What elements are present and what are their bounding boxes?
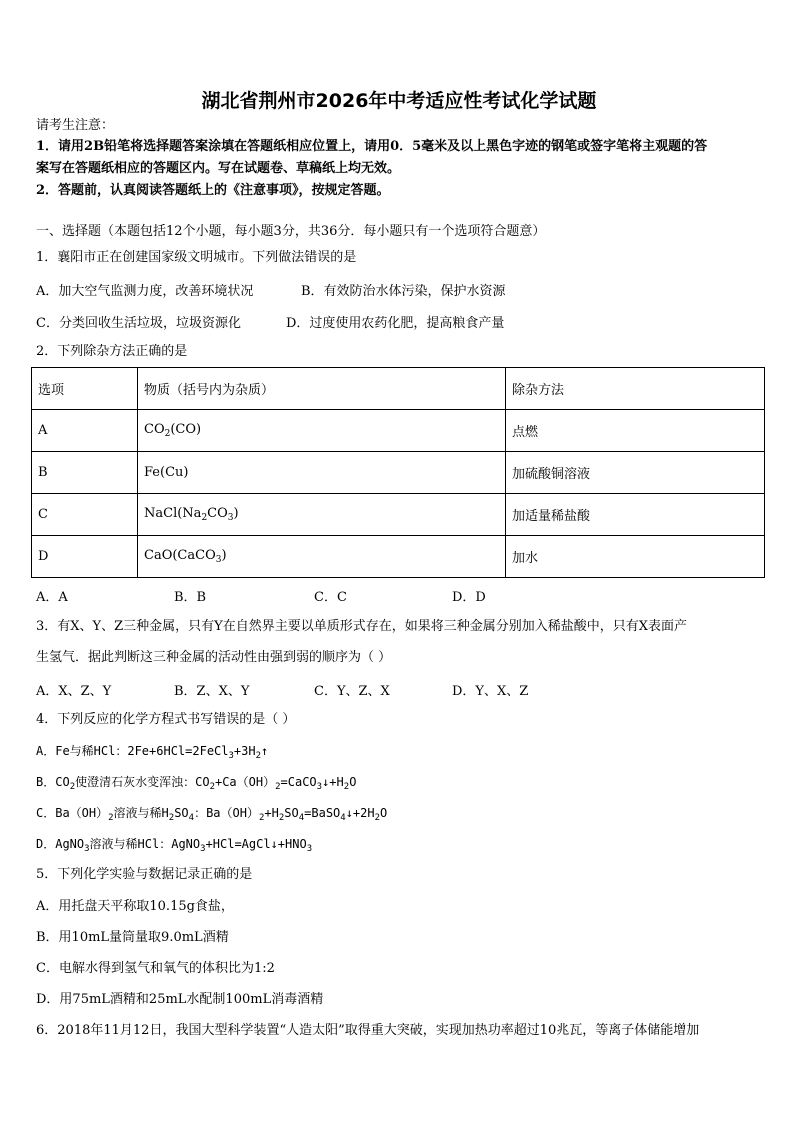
question-2-option-b: B．B (174, 590, 207, 605)
question-3-stem-line-2: 生氢气．据此判断这三种金属的活动性由强到弱的顺序为（ ） (36, 650, 392, 665)
question-3-options (36, 680, 528, 699)
question-1-option-a: A．加大空气监测力度，改善环境状况 (36, 284, 254, 299)
question-1-options-row-2 (36, 312, 504, 331)
question-4-option-a: A．Fe与稀HCl：$2Fe+6HCl=2FeCl_3+3H_2↑$ (36, 744, 269, 761)
substance-cell: Fe(Cu) (138, 452, 506, 494)
question-1-option-d: D．过度使用农药化肥，提高粮食产量 (286, 316, 505, 331)
question-4-option-b: B．$CO_2$使澄清石灰水变浑浊：$CO_2+Ca(OH)_2=CaCO_3↓+H_2O$ (36, 775, 357, 792)
table-row (32, 410, 765, 452)
table-row (32, 452, 765, 494)
impurity-removal-table (31, 367, 765, 578)
substance-cell: CaO(CaCO$_3$) (138, 536, 506, 578)
method-cell: 加硫酸铜溶液 (506, 452, 765, 494)
method-cell: 加适量稀盐酸 (506, 494, 765, 536)
method-cell: 点燃 (506, 410, 765, 452)
question-2-options (36, 586, 486, 605)
question-5-option-b: B．用10mL量筒量取9.0mL酒精 (36, 930, 229, 945)
question-5-option-c: C．电解水得到氢气和氧气的体积比为1:2 (36, 961, 275, 976)
substance-cell: $CO_2(CO)$ (138, 410, 506, 452)
notice-item-2: 2．答题前，认真阅读答题纸上的《注意事项》，按规定答题。 (36, 183, 390, 198)
question-4-stem: 4．下列反应的化学方程式书写错误的是（ ） (36, 712, 296, 727)
option-cell: B (32, 452, 138, 494)
option-cell: D (32, 536, 138, 578)
question-3-stem-line-1: 3．有X、Y、Z三种金属，只有Y在自然界主要以单质形式存在，如果将三种金属分别加入稀盐酸中，只有X表面产 (36, 619, 687, 634)
option-cell: A (32, 410, 138, 452)
question-1-option-c: C．分类回收生活垃圾，垃圾资源化 (36, 316, 241, 331)
question-1-options-row-1 (36, 280, 506, 299)
question-5-option-d: D．用75mL酒精和25mL水配制100mL消毒酒精 (36, 992, 324, 1007)
notice-item-1-line-2: 案写在答题纸相应的答题区内。写在试题卷、草稿纸上均无效。 (36, 161, 401, 176)
notice-head: 请考生注意： (36, 118, 115, 133)
question-3-option-a: A．X、Z、Y (36, 684, 112, 699)
table-row (32, 536, 765, 578)
method-cell: 加水 (506, 536, 765, 578)
question-1-stem: 1．襄阳市正在创建国家级文明城市。下列做法错误的是 (36, 250, 357, 265)
question-2-stem: 2．下列除杂方法正确的是 (36, 344, 188, 359)
page-title: 湖北省荆州市2026年中考适应性考试化学试题 (201, 90, 597, 112)
table-header-cell: 除杂方法 (506, 368, 765, 410)
question-5-option-a: A．用托盘天平称取10.15g食盐， (36, 899, 234, 914)
table-row (32, 494, 765, 536)
option-cell: C (32, 494, 138, 536)
question-2-option-d: D．D (452, 590, 486, 605)
question-2-option-a: A．A (36, 590, 68, 605)
table-header-cell: 选项 (32, 368, 138, 410)
question-2-option-c: C．C (314, 590, 347, 605)
question-6-stem: 6．2018年11月12日，我国大型科学装置“人造太阳”取得重大突破，实现加热功率超过10兆瓦，等离子体储能增加 (36, 1023, 700, 1038)
question-1-option-b: B．有效防治水体污染，保护水资源 (301, 284, 506, 299)
question-3-option-b: B．Z、X、Y (174, 684, 250, 699)
substance-cell: $NaCl(Na_2CO_3)$ (138, 494, 506, 536)
question-4-option-d: D．AgNO$_3$溶液与稀HCl：$AgNO_3+HCl=AgCl↓+HNO_3$ (36, 837, 313, 854)
question-5-stem: 5．下列化学实验与数据记录正确的是 (36, 867, 253, 882)
question-4-option-c: C．$Ba(OH)_2$溶液与稀$H_2SO_4$：$Ba(OH)_2+H_2SO_4=BaSO_4↓+2H_2O$ (36, 806, 388, 823)
question-3-option-d: D．Y、X、Z (452, 684, 529, 699)
notice-item-1-line-1: 1．请用2B铅笔将选择题答案涂填在答题纸相应位置上，请用0．5毫米及以上黑色字迹的钢笔或签字笔将主观题的答 (36, 139, 708, 154)
table-header-cell: 物质（括号内为杂质） (138, 368, 506, 410)
question-3-option-c: C．Y、Z、X (314, 684, 390, 699)
section-heading: 一、选择题（本题包括12个小题，每小题3分，共36分．每小题只有一个选项符合题意） (36, 224, 546, 239)
table-header-row (32, 368, 765, 410)
